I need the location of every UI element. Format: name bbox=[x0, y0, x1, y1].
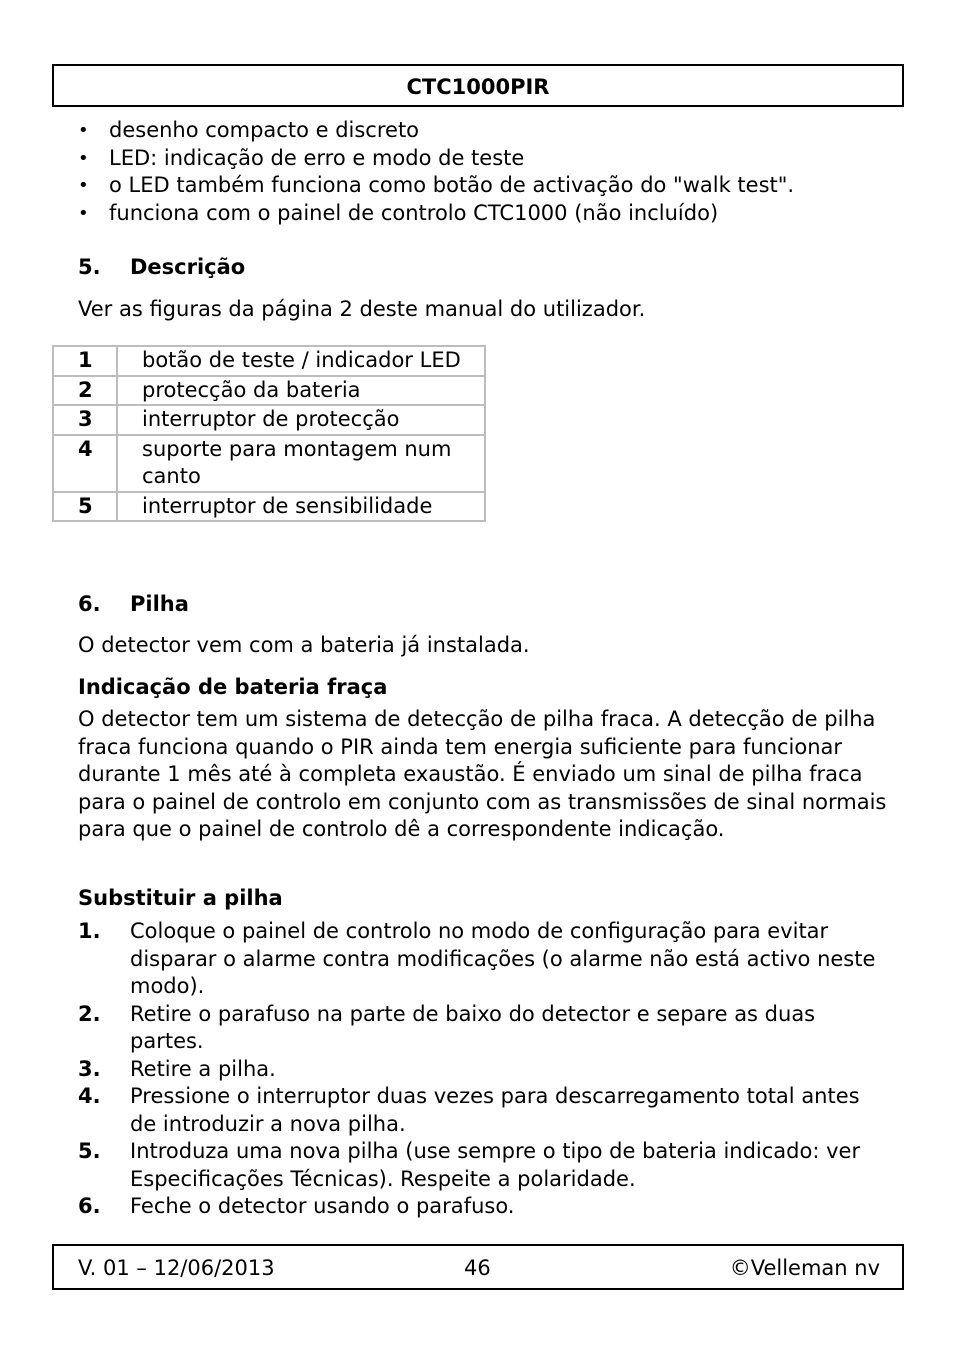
document-title: CTC1000PIR bbox=[406, 75, 550, 99]
list-item bbox=[78, 1056, 878, 1084]
step-number: 4. bbox=[78, 1084, 101, 1108]
feature-item: • o LED também funciona como botão de activação do "walk test". bbox=[78, 172, 794, 200]
section-number: 5. bbox=[78, 255, 101, 279]
step-number: 5. bbox=[78, 1139, 101, 1163]
feature-item: • funciona com o painel de controlo CTC1000 (não incluído) bbox=[78, 200, 794, 228]
part-label: interruptor de sensibilidade bbox=[117, 492, 485, 522]
table-row bbox=[53, 405, 485, 435]
part-number: 5 bbox=[53, 492, 117, 522]
part-label: suporte para montagem num canto bbox=[117, 435, 485, 492]
step-text: Retire a pilha. bbox=[130, 1056, 276, 1081]
section-5-heading bbox=[78, 254, 245, 282]
section-5-intro: Ver as figuras da página 2 deste manual do utilizador. bbox=[78, 297, 646, 321]
step-number: 6. bbox=[78, 1194, 101, 1218]
replace-steps-list bbox=[78, 918, 878, 1221]
step-text: Introduza uma nova pilha (use sempre o tipo de bateria indicado: ver Especificações Técnicas). Respeite a polaridade. bbox=[130, 1139, 861, 1191]
section-6-heading bbox=[78, 591, 189, 619]
page-header bbox=[52, 64, 904, 107]
step-text: Coloque o painel de controlo no modo de configuração para evitar disparar o alarme contra modificações (o alarme não está activo neste modo). bbox=[130, 919, 876, 998]
table-row bbox=[53, 346, 485, 376]
step-number: 1. bbox=[78, 919, 101, 943]
copyright: ©Velleman nv bbox=[729, 1256, 880, 1280]
page-footer bbox=[52, 1244, 904, 1290]
step-number: 2. bbox=[78, 1001, 101, 1026]
part-label: interruptor de protecção bbox=[117, 405, 485, 435]
table-row bbox=[53, 376, 485, 406]
low-battery-heading: Indicação de bateria fraça bbox=[78, 675, 388, 699]
step-number: 3. bbox=[78, 1056, 101, 1081]
part-number: 3 bbox=[53, 405, 117, 435]
section-number: 6. bbox=[78, 592, 101, 616]
version-date: V. 01 – 12/06/2013 bbox=[78, 1256, 275, 1280]
list-item bbox=[78, 1138, 878, 1193]
step-text: Pressione o interruptor duas vezes para descarregamento total antes de introduzir a nova pilha. bbox=[130, 1084, 860, 1136]
part-number: 4 bbox=[53, 435, 117, 492]
part-number: 1 bbox=[53, 346, 117, 376]
table-row bbox=[53, 492, 485, 522]
parts-table bbox=[52, 345, 486, 522]
list-item bbox=[78, 1083, 878, 1138]
part-label: botão de teste / indicador LED bbox=[117, 346, 485, 376]
table-row bbox=[53, 435, 485, 492]
step-text: Retire o parafuso na parte de baixo do detector e separe as duas partes. bbox=[130, 1001, 816, 1053]
step-text: Feche o detector usando o parafuso. bbox=[130, 1194, 515, 1218]
page-number: 46 bbox=[464, 1256, 491, 1280]
section-title: Pilha bbox=[130, 592, 189, 616]
section-title: Descrição bbox=[130, 255, 246, 279]
feature-item: • LED: indicação de erro e modo de teste bbox=[78, 145, 794, 173]
replace-battery-heading: Substituir a pilha bbox=[78, 886, 283, 910]
feature-item: • desenho compacto e discreto bbox=[78, 117, 794, 145]
part-number: 2 bbox=[53, 376, 117, 406]
low-battery-paragraph: O detector tem um sistema de detecção de pilha fraca. A detecção de pilha fraca funciona quando o PIR ainda tem energia suficiente para funcionar durante 1 mês até à completa exaustão. É enviado um sinal de pilha fraca para o painel de controlo em conjunto com as transmissões de sinal normais para que o painel de controlo dê a correspondente indicação. bbox=[78, 707, 887, 841]
feature-list bbox=[78, 117, 794, 227]
part-label: protecção da bateria bbox=[117, 376, 485, 406]
list-item bbox=[78, 1193, 878, 1221]
section-6-intro: O detector vem com a bateria já instalada. bbox=[78, 633, 530, 657]
list-item bbox=[78, 918, 878, 1001]
list-item bbox=[78, 1001, 878, 1056]
